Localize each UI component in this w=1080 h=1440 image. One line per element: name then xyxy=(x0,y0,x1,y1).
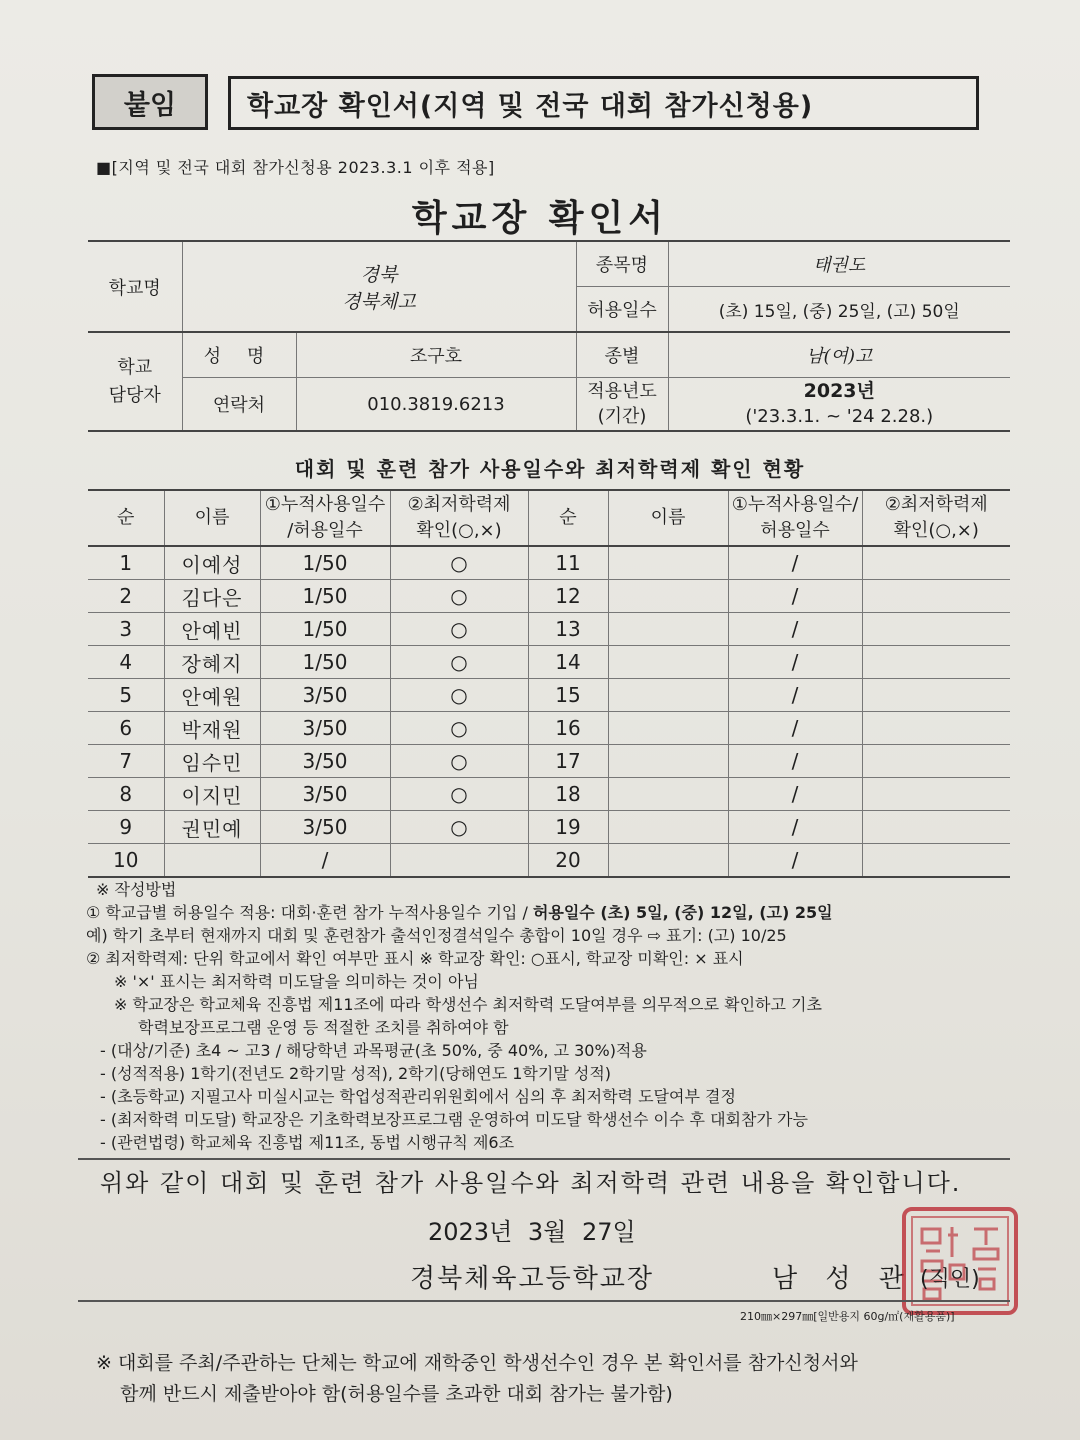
cell-check-right xyxy=(862,745,1010,778)
cell-name-right xyxy=(608,646,728,679)
submission-note xyxy=(96,1348,858,1410)
confirm-statement: 위와 같이 대회 및 훈련 참가 사용일수와 최저학력 관련 내용을 확인합니다. xyxy=(100,1169,962,1197)
cell-name-left: 박재원 xyxy=(164,712,260,745)
category-label: 종별 xyxy=(576,332,668,378)
note-d2: - (성적적용) 1학기(전년도 2학기말 성적), 2학기(당해연도 1학기말 성적) xyxy=(100,1064,612,1083)
table-row xyxy=(88,613,1010,646)
header-check-left-l1: ②최저학력제 xyxy=(407,494,511,515)
table-row xyxy=(88,546,1010,580)
cell-seq-right: 13 xyxy=(528,613,608,646)
header-name-left: 이름 xyxy=(164,490,260,546)
note-1-example: 예) 학기 초부터 현재까지 대회 및 훈련참가 출석인정결석일수 총합이 10일 경우 ⇨ 표기: (고) 10/25 xyxy=(86,926,787,945)
cell-days-left: 3/50 xyxy=(260,745,390,778)
cell-check-right xyxy=(862,811,1010,844)
note-1-bold: 허용일수 (초) 5일, (중) 12일, (고) 25일 xyxy=(532,903,833,922)
cell-seq-right: 12 xyxy=(528,580,608,613)
cell-days-right: / xyxy=(728,712,862,745)
table-row xyxy=(88,745,1010,778)
allowed-days-value: (초) 15일, (중) 25일, (고) 50일 xyxy=(668,287,1010,333)
seal-mark-label: (직인) xyxy=(920,1267,980,1292)
cell-seq-right: 20 xyxy=(528,844,608,878)
note-2: ② 최저학력제: 단위 학교에서 확인 여부만 표시 ※ 학교장 확인: ○표시, 학교장 미확인: × 표시 xyxy=(86,949,744,968)
cell-check-left xyxy=(390,844,528,878)
cell-days-left: 3/50 xyxy=(260,679,390,712)
note-d3: - (초등학교) 지필고사 미실시교는 학업성적관리위원회에서 심의 후 최저학력 도달여부 결정 xyxy=(100,1087,736,1106)
doc-title: 학교장 확인서 xyxy=(411,198,669,239)
notes-heading: ※ 작성방법 xyxy=(96,880,177,899)
cell-days-right: / xyxy=(728,646,862,679)
header-title: 학교장 확인서(지역 및 전국 대회 참가신청용) xyxy=(228,76,979,130)
cell-seq-left: 10 xyxy=(88,844,164,878)
phone-label: 연락처 xyxy=(182,378,296,432)
cell-check-left: ○ xyxy=(390,712,528,745)
cell-check-left: ○ xyxy=(390,745,528,778)
cell-name-left: 김다은 xyxy=(164,580,260,613)
cell-days-right: / xyxy=(728,778,862,811)
cell-days-left: 3/50 xyxy=(260,712,390,745)
cell-seq-left: 9 xyxy=(88,811,164,844)
cell-name-right xyxy=(608,546,728,580)
cell-seq-right: 19 xyxy=(528,811,608,844)
cell-days-right: / xyxy=(728,613,862,646)
cell-name-left: 안예빈 xyxy=(164,613,260,646)
note-d1: - (대상/기준) 초4 ~ 고3 / 해당학년 과목평균(초 50%, 중 40%, 고 30%)적용 xyxy=(100,1041,647,1060)
cell-seq-right: 11 xyxy=(528,546,608,580)
cell-check-left: ○ xyxy=(390,546,528,580)
note-d4: - (최저학력 미도달) 학교장은 기초학력보장프로그램 운영하여 미도달 학생선수 이수 후 대회참가 가능 xyxy=(100,1110,808,1129)
cell-check-right xyxy=(862,712,1010,745)
table-row xyxy=(88,811,1010,844)
cell-name-right xyxy=(608,679,728,712)
cell-check-right xyxy=(862,646,1010,679)
cell-days-right: / xyxy=(728,546,862,580)
cell-seq-right: 18 xyxy=(528,778,608,811)
cell-days-left: 1/50 xyxy=(260,646,390,679)
cell-days-right: / xyxy=(728,679,862,712)
principal-name: 남 성 관 xyxy=(772,1264,914,1294)
principal-title: 경북체육고등학교장 xyxy=(410,1264,655,1294)
note-2-sub2a: ※ 학교장은 학교체육 진흥법 제11조에 따라 학생선수 최저학력 도달여부를 의무적으로 확인하고 기초 xyxy=(114,995,822,1014)
cell-name-left: 이예성 xyxy=(164,546,260,580)
year-label-line1: 적용년도 xyxy=(587,381,657,402)
cell-name-right xyxy=(608,712,728,745)
event-label: 종목명 xyxy=(576,241,668,287)
allowed-days-label: 허용일수 xyxy=(576,287,668,333)
cell-days-left: 3/50 xyxy=(260,811,390,844)
header-check-right xyxy=(862,490,1010,546)
cell-check-right xyxy=(862,613,1010,646)
event-value: 태권도 xyxy=(668,241,1010,287)
note-d5: - (관련법령) 학교체육 진흥법 제11조, 동법 시행규칙 제6조 xyxy=(100,1133,515,1152)
cell-name-right xyxy=(608,844,728,878)
name-label: 성 명 xyxy=(182,332,296,378)
cell-name-right xyxy=(608,580,728,613)
note-2-sub2b: 학력보장프로그램 운영 등 적절한 조치를 취하여야 함 xyxy=(138,1018,509,1037)
header-days-right-l1: ①누적사용일수/ xyxy=(731,494,859,515)
cell-name-left: 장혜지 xyxy=(164,646,260,679)
cell-check-right xyxy=(862,778,1010,811)
cell-seq-left: 5 xyxy=(88,679,164,712)
school-region: 경북 xyxy=(360,263,398,286)
header-days-right-l2: 허용일수 xyxy=(760,520,830,541)
cell-seq-right: 17 xyxy=(528,745,608,778)
year-label-line2: (기간) xyxy=(597,406,647,427)
year-cell xyxy=(668,378,1010,432)
category-value: 남(여)고 xyxy=(668,332,1010,378)
cell-check-left: ○ xyxy=(390,613,528,646)
table-row xyxy=(88,679,1010,712)
header-name-right: 이름 xyxy=(608,490,728,546)
header-check-right-l1: ②최저학력제 xyxy=(884,494,988,515)
cell-name-right xyxy=(608,745,728,778)
cell-days-right: / xyxy=(728,811,862,844)
cell-seq-right: 14 xyxy=(528,646,608,679)
cell-name-right xyxy=(608,811,728,844)
year-value: 2023년 xyxy=(803,380,875,402)
applied-note: ■[지역 및 전국 대회 참가신청용 2023.3.1 이후 적용] xyxy=(96,158,495,177)
participant-rows xyxy=(88,546,1010,877)
cell-days-right: / xyxy=(728,580,862,613)
school-name: 경북체고 xyxy=(342,290,416,313)
table-row xyxy=(88,844,1010,878)
cell-days-left: 1/50 xyxy=(260,580,390,613)
contact-label-line1: 학교 xyxy=(117,356,153,378)
note-2-sub: ※ '×' 표시는 최저학력 미도달을 의미하는 것이 아님 xyxy=(114,972,479,991)
note-1 xyxy=(86,901,1026,924)
header-check-left xyxy=(390,490,528,546)
table-row xyxy=(88,580,1010,613)
cell-name-left xyxy=(164,844,260,878)
contact-label-line2: 담당자 xyxy=(108,384,161,406)
cell-days-left: 1/50 xyxy=(260,613,390,646)
cell-name-right xyxy=(608,778,728,811)
participant-table xyxy=(88,489,1010,878)
note-1-text: ① 학교급별 허용일수 적용: 대회·훈련 참가 누적사용일수 기입 / xyxy=(86,903,533,922)
submission-note-line2: 함께 반드시 제출받아야 함(허용일수를 초과한 대회 참가는 불가함) xyxy=(96,1383,673,1405)
table-row xyxy=(88,712,1010,745)
cell-check-left: ○ xyxy=(390,778,528,811)
cell-name-left: 안예원 xyxy=(164,679,260,712)
header-seq-right: 순 xyxy=(528,490,608,546)
cell-check-right xyxy=(862,546,1010,580)
cell-seq-left: 3 xyxy=(88,613,164,646)
cell-check-left: ○ xyxy=(390,679,528,712)
table-row xyxy=(88,646,1010,679)
header-check-left-l2: 확인(○,×) xyxy=(416,520,502,541)
cell-seq-right: 16 xyxy=(528,712,608,745)
school-info-table xyxy=(88,240,1010,432)
cell-check-right xyxy=(862,844,1010,878)
cell-seq-left: 7 xyxy=(88,745,164,778)
school-name-cell xyxy=(182,241,576,332)
name-value: 조구호 xyxy=(296,332,576,378)
attachment-label: 붙임 xyxy=(92,74,208,130)
cell-seq-left: 4 xyxy=(88,646,164,679)
phone-value: 010.3819.6213 xyxy=(296,378,576,432)
header-days-left-l2: /허용일수 xyxy=(287,520,363,541)
header-check-right-l2: 확인(○,×) xyxy=(893,520,979,541)
cell-check-left: ○ xyxy=(390,646,528,679)
cell-check-right xyxy=(862,580,1010,613)
paper-spec: 210㎜×297㎜[일반용지 60g/㎡(재활용품)] xyxy=(740,1310,955,1323)
cell-name-left: 이지민 xyxy=(164,778,260,811)
cell-days-right: / xyxy=(728,844,862,878)
table-row xyxy=(88,778,1010,811)
cell-seq-left: 6 xyxy=(88,712,164,745)
cell-days-left: 1/50 xyxy=(260,546,390,580)
header-days-right xyxy=(728,490,862,546)
cell-name-left: 임수민 xyxy=(164,745,260,778)
cell-seq-left: 1 xyxy=(88,546,164,580)
section-title: 대회 및 훈련 참가 사용일수와 최저학력제 확인 현황 xyxy=(294,457,806,481)
writing-instructions xyxy=(86,878,1026,1154)
header-days-left-l1: ①누적사용일수 xyxy=(264,494,386,515)
school-label: 학교명 xyxy=(88,241,182,332)
header-days-left xyxy=(260,490,390,546)
year-period: ('23.3.1. ~ '24 2.28.) xyxy=(745,406,934,427)
divider-top xyxy=(78,1158,1010,1160)
year-label xyxy=(576,378,668,432)
cell-days-left: 3/50 xyxy=(260,778,390,811)
cell-days-left: / xyxy=(260,844,390,878)
cell-check-right xyxy=(862,679,1010,712)
cell-days-right: / xyxy=(728,745,862,778)
cell-name-right xyxy=(608,613,728,646)
divider-bottom xyxy=(78,1300,1010,1302)
cell-seq-left: 2 xyxy=(88,580,164,613)
header-seq-left: 순 xyxy=(88,490,164,546)
cell-seq-left: 8 xyxy=(88,778,164,811)
cell-check-left: ○ xyxy=(390,811,528,844)
cell-seq-right: 15 xyxy=(528,679,608,712)
contact-person-label xyxy=(88,332,182,431)
confirm-date: 2023년 3월 27일 xyxy=(428,1218,636,1246)
cell-check-left: ○ xyxy=(390,580,528,613)
submission-note-line1: ※ 대회를 주최/주관하는 단체는 학교에 재학중인 학생선수인 경우 본 확인서를 참가신청서와 xyxy=(96,1352,858,1374)
cell-name-left: 권민예 xyxy=(164,811,260,844)
